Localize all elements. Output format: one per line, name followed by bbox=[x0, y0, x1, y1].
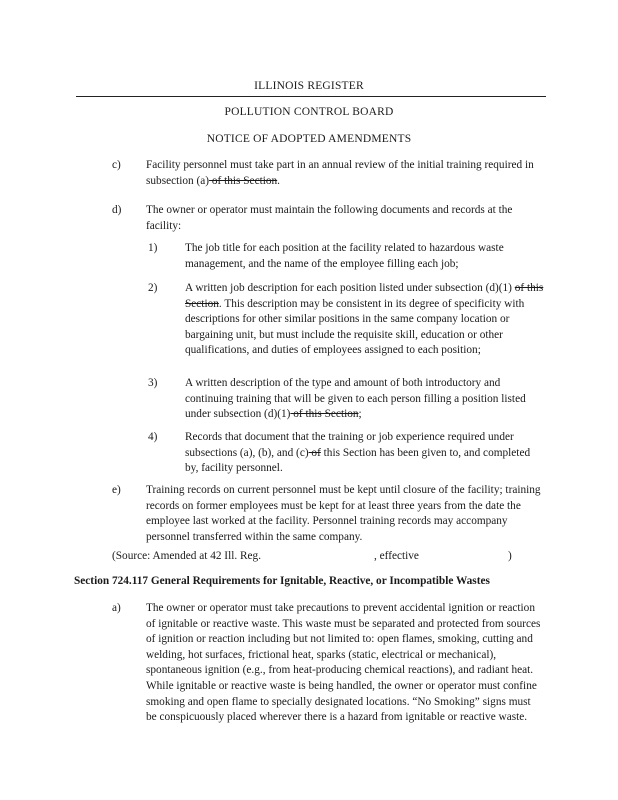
item-d4-label: 4) bbox=[148, 431, 158, 443]
section-heading: Section 724.117 General Requirements for Ignitable, Reactive, or Incompatible Wastes bbox=[74, 575, 490, 587]
item-d1-text: The job title for each position at the facility related to hazardous waste management, and the name of the employee filling each job; bbox=[185, 242, 504, 270]
item-c-text-a: Facility personnel must take part in an annual review of the initial training required in subsection (a) bbox=[146, 159, 534, 187]
section-a-text: The owner or operator must take precautions to prevent accidental ignition or reaction of ignitable or reactive waste. This waste must be separated and protected from sources of ignition or reaction including but not limited to: open flames, smoking, cutting and welding, hot surfaces, frictional heat, sparks (static, electrical or mechanical), spontaneous ignition (e.g., from heat-producing chemical reactions), and radiant heat. While ignitable or reactive waste is being handled, the owner or operator must confine smoking and open flame to specially designated locations. “No Smoking” signs must be conspicuously placed wherever there is a hazard from ignitable or reactive waste. bbox=[146, 602, 541, 724]
item-d4-text-a: Records that document that the training or job experience required under subsections (a), (b), and (c) bbox=[185, 431, 514, 459]
item-d1-label: 1) bbox=[148, 242, 158, 254]
item-d2-label: 2) bbox=[148, 282, 158, 294]
item-d-label: d) bbox=[112, 204, 122, 216]
item-d3-struck: of this Section bbox=[290, 408, 359, 421]
item-d3-text-b: ; bbox=[358, 408, 362, 421]
source-part1: (Source: Amended at 42 Ill. Reg. bbox=[112, 550, 262, 562]
item-d3-text-a: A written description of the type and amount of both introductory and continuing training that will be given to each person filling a position listed under subsection (d)(1) bbox=[185, 377, 526, 421]
item-d3-label: 3) bbox=[148, 377, 158, 389]
item-d4-text-b: this Section has been given to, and completed by, facility personnel. bbox=[185, 446, 531, 475]
item-c-label: c) bbox=[112, 159, 121, 171]
item-d2-text bbox=[185, 281, 550, 359]
item-d2-text-a: A written job description for each position listed under subsection (d)(1) bbox=[185, 282, 515, 294]
item-c-struck: of this Section bbox=[209, 174, 278, 187]
board-title: POLLUTION CONTROL BOARD bbox=[224, 106, 394, 118]
source-part3: ) bbox=[508, 550, 512, 562]
source-part2: , effective bbox=[374, 550, 419, 562]
register-title: ILLINOIS REGISTER bbox=[254, 80, 364, 92]
item-d4-struck: of bbox=[308, 446, 321, 459]
item-d2-struck: of this Section bbox=[185, 282, 544, 310]
section-a-label: a) bbox=[112, 602, 121, 614]
header-rule bbox=[76, 96, 546, 97]
notice-title: NOTICE OF ADOPTED AMENDMENTS bbox=[206, 133, 412, 145]
item-c-text-b: . bbox=[277, 174, 280, 187]
item-e-label: e) bbox=[112, 484, 121, 496]
item-d4-text bbox=[185, 430, 535, 477]
item-e-text: Training records on current personnel must be kept until closure of the facility; training records on former employees must be kept for at least three years from the date the employee last worked at the facility. Personnel training records may accompany personnel transferred within the same company. bbox=[146, 484, 541, 543]
item-c-text bbox=[146, 158, 538, 189]
item-d2-text-b: . This description may be consistent in its degree of specificity with descriptions for other similar positions in the same company location or bargaining unit, but must include the requisite skill, education or other qualifications, and duties of employees assigned to each position; bbox=[185, 297, 525, 357]
item-d-text: The owner or operator must maintain the following documents and records at the facility: bbox=[146, 204, 513, 232]
item-d3-text bbox=[185, 376, 530, 423]
